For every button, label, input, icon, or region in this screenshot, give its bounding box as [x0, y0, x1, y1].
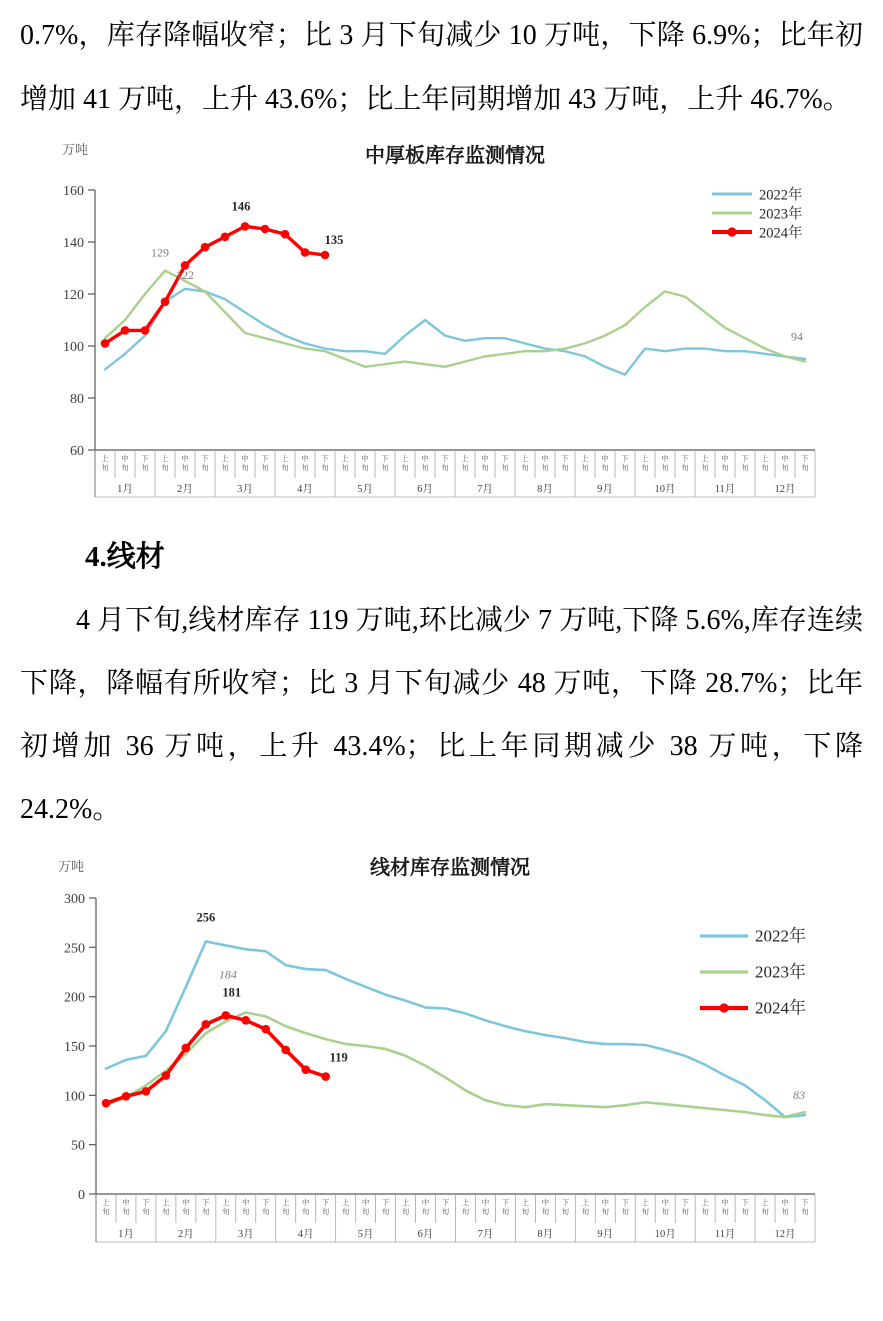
svg-text:60: 60: [70, 444, 84, 459]
wire-inventory-chart: [0, 841, 883, 1255]
svg-text:0: 0: [78, 1188, 85, 1203]
svg-text:上旬: 上旬: [761, 1198, 769, 1216]
paragraph-plate-summary: 0.7%，库存降幅收窄；比 3 月下旬减少 10 万吨，下降 6.9%；比年初增加 41 万吨，上升 43.6%；比上年同期增加 43 万吨，上升 46.7%。: [20, 20, 863, 115]
svg-text:80: 80: [70, 392, 84, 407]
svg-text:下旬: 下旬: [681, 1198, 689, 1216]
svg-text:184: 184: [218, 967, 237, 982]
svg-text:中旬: 中旬: [301, 1198, 310, 1216]
svg-text:上旬: 上旬: [401, 454, 409, 472]
svg-text:中厚板库存监测情况: 中厚板库存监测情况: [365, 145, 545, 167]
svg-text:万吨: 万吨: [58, 859, 85, 874]
svg-text:上旬: 上旬: [281, 454, 289, 472]
svg-text:中旬: 中旬: [121, 454, 129, 472]
svg-text:下旬: 下旬: [501, 1198, 510, 1216]
svg-text:中旬: 中旬: [781, 1198, 789, 1216]
svg-text:下旬: 下旬: [262, 1198, 270, 1216]
svg-text:下旬: 下旬: [381, 454, 389, 472]
svg-text:11月: 11月: [714, 484, 736, 495]
svg-text:中旬: 中旬: [181, 454, 189, 472]
svg-text:中旬: 中旬: [122, 1198, 130, 1216]
svg-text:9月: 9月: [597, 484, 613, 495]
svg-text:中旬: 中旬: [721, 1198, 729, 1216]
svg-text:2024年: 2024年: [759, 225, 803, 242]
svg-text:下旬: 下旬: [501, 454, 509, 472]
svg-text:中旬: 中旬: [421, 454, 429, 472]
svg-text:下旬: 下旬: [381, 1198, 390, 1216]
svg-text:120: 120: [63, 288, 84, 303]
svg-text:上旬: 上旬: [461, 1198, 470, 1216]
svg-text:2022年: 2022年: [755, 926, 806, 946]
svg-text:146: 146: [231, 199, 251, 214]
plate-inventory-chart: [0, 132, 883, 500]
svg-text:100: 100: [64, 1089, 85, 1105]
svg-text:下旬: 下旬: [202, 1198, 210, 1216]
svg-text:中旬: 中旬: [661, 1198, 669, 1216]
svg-text:中旬: 中旬: [721, 454, 729, 472]
svg-text:122: 122: [176, 267, 194, 282]
svg-text:上旬: 上旬: [401, 1198, 410, 1216]
svg-text:6月: 6月: [417, 484, 433, 495]
svg-text:100: 100: [63, 340, 84, 355]
svg-text:140: 140: [63, 236, 84, 251]
svg-text:下旬: 下旬: [561, 1198, 570, 1216]
svg-text:上旬: 上旬: [761, 454, 769, 472]
svg-text:下旬: 下旬: [142, 1198, 150, 1216]
svg-text:中旬: 中旬: [242, 1198, 250, 1216]
svg-text:万吨: 万吨: [62, 142, 89, 157]
svg-text:94: 94: [791, 329, 803, 344]
svg-text:上旬: 上旬: [641, 1198, 649, 1216]
svg-text:上旬: 上旬: [341, 454, 349, 472]
svg-text:下旬: 下旬: [321, 454, 329, 472]
svg-text:下旬: 下旬: [681, 454, 689, 472]
svg-text:5月: 5月: [357, 1229, 374, 1240]
svg-text:上旬: 上旬: [641, 454, 649, 472]
svg-text:上旬: 上旬: [222, 1198, 230, 1216]
svg-text:5月: 5月: [357, 484, 373, 495]
svg-text:下旬: 下旬: [621, 454, 629, 472]
svg-text:50: 50: [71, 1138, 85, 1154]
svg-text:12月: 12月: [774, 484, 796, 495]
svg-text:上旬: 上旬: [521, 454, 529, 472]
svg-text:下旬: 下旬: [261, 454, 269, 472]
svg-text:上旬: 上旬: [701, 1198, 709, 1216]
svg-text:83: 83: [793, 1088, 806, 1103]
svg-text:下旬: 下旬: [321, 1198, 330, 1216]
svg-text:下旬: 下旬: [141, 454, 149, 472]
svg-text:中旬: 中旬: [421, 1198, 430, 1216]
svg-text:250: 250: [64, 941, 85, 957]
svg-text:3月: 3月: [237, 1229, 254, 1240]
svg-text:下旬: 下旬: [801, 454, 809, 472]
svg-text:2023年: 2023年: [759, 206, 803, 223]
svg-text:中旬: 中旬: [601, 454, 609, 472]
svg-text:下旬: 下旬: [741, 1198, 749, 1216]
svg-text:129: 129: [151, 245, 169, 260]
svg-text:9月: 9月: [597, 1229, 614, 1240]
svg-text:中旬: 中旬: [301, 454, 309, 472]
svg-text:中旬: 中旬: [481, 454, 489, 472]
svg-text:下旬: 下旬: [741, 454, 749, 472]
svg-text:下旬: 下旬: [561, 454, 569, 472]
svg-text:2022年: 2022年: [759, 187, 803, 204]
svg-text:4月: 4月: [297, 484, 313, 495]
svg-text:1月: 1月: [118, 1229, 134, 1240]
wire-inventory-chart-figure: [0, 841, 883, 1255]
svg-text:10月: 10月: [654, 1229, 676, 1240]
svg-text:200: 200: [64, 990, 85, 1006]
svg-text:下旬: 下旬: [441, 1198, 450, 1216]
svg-text:1月: 1月: [117, 484, 133, 495]
svg-text:150: 150: [64, 1040, 85, 1055]
svg-text:7月: 7月: [477, 1229, 494, 1240]
svg-text:下旬: 下旬: [621, 1198, 630, 1216]
svg-text:2月: 2月: [178, 1229, 194, 1240]
paragraph-wire-summary: 4 月下旬,线材库存 119 万吨,环比减少 7 万吨,下降 5.6%,库存连续下降，降幅有所收窄；比 3 月下旬减少 48 万吨，下降 28.7%；比年初增加 36 万吨，上升 43.4%；比上年同期减少 38 万吨，下降 24.2%。: [20, 605, 863, 825]
plate-inventory-chart-figure: [0, 132, 883, 500]
svg-text:上旬: 上旬: [581, 454, 589, 472]
svg-text:中旬: 中旬: [361, 454, 369, 472]
svg-text:中旬: 中旬: [781, 454, 789, 472]
svg-text:上旬: 上旬: [461, 454, 469, 472]
svg-text:7月: 7月: [477, 484, 493, 495]
svg-text:135: 135: [324, 233, 344, 247]
svg-text:上旬: 上旬: [101, 454, 109, 472]
svg-text:160: 160: [63, 184, 84, 199]
svg-text:8月: 8月: [537, 484, 553, 495]
svg-text:上旬: 上旬: [102, 1198, 110, 1216]
svg-text:上旬: 上旬: [521, 1198, 530, 1216]
svg-text:中旬: 中旬: [241, 454, 249, 472]
svg-text:10月: 10月: [654, 484, 676, 495]
svg-text:11月: 11月: [714, 1229, 736, 1240]
svg-text:下旬: 下旬: [441, 454, 449, 472]
svg-text:下旬: 下旬: [201, 454, 209, 472]
svg-text:8月: 8月: [537, 1229, 554, 1240]
svg-text:181: 181: [222, 985, 242, 1000]
report-page: [0, 4, 883, 1255]
svg-text:中旬: 中旬: [601, 1198, 610, 1216]
svg-text:上旬: 上旬: [341, 1198, 350, 1216]
svg-text:256: 256: [196, 910, 216, 925]
svg-text:300: 300: [64, 892, 85, 907]
svg-text:12月: 12月: [774, 1229, 796, 1240]
svg-text:上旬: 上旬: [281, 1198, 290, 1216]
svg-text:中旬: 中旬: [182, 1198, 190, 1216]
svg-text:3月: 3月: [237, 484, 253, 495]
svg-text:2023年: 2023年: [755, 962, 806, 982]
svg-text:119: 119: [329, 1050, 348, 1065]
svg-text:中旬: 中旬: [541, 1198, 550, 1216]
svg-text:下旬: 下旬: [801, 1198, 809, 1216]
svg-text:4月: 4月: [297, 1229, 314, 1240]
svg-text:6月: 6月: [417, 1229, 434, 1240]
svg-text:中旬: 中旬: [361, 1198, 370, 1216]
svg-text:上旬: 上旬: [701, 454, 709, 472]
section-heading-wire: 4.线材: [85, 541, 165, 573]
svg-text:中旬: 中旬: [661, 454, 669, 472]
svg-text:上旬: 上旬: [162, 1198, 170, 1216]
svg-text:上旬: 上旬: [221, 454, 229, 472]
svg-text:2月: 2月: [177, 484, 193, 495]
svg-text:线材库存监测情况: 线材库存监测情况: [370, 857, 530, 879]
svg-text:上旬: 上旬: [581, 1198, 590, 1216]
svg-text:中旬: 中旬: [481, 1198, 490, 1216]
svg-text:中旬: 中旬: [541, 454, 549, 472]
svg-text:上旬: 上旬: [161, 454, 169, 472]
svg-text:2024年: 2024年: [755, 998, 806, 1018]
